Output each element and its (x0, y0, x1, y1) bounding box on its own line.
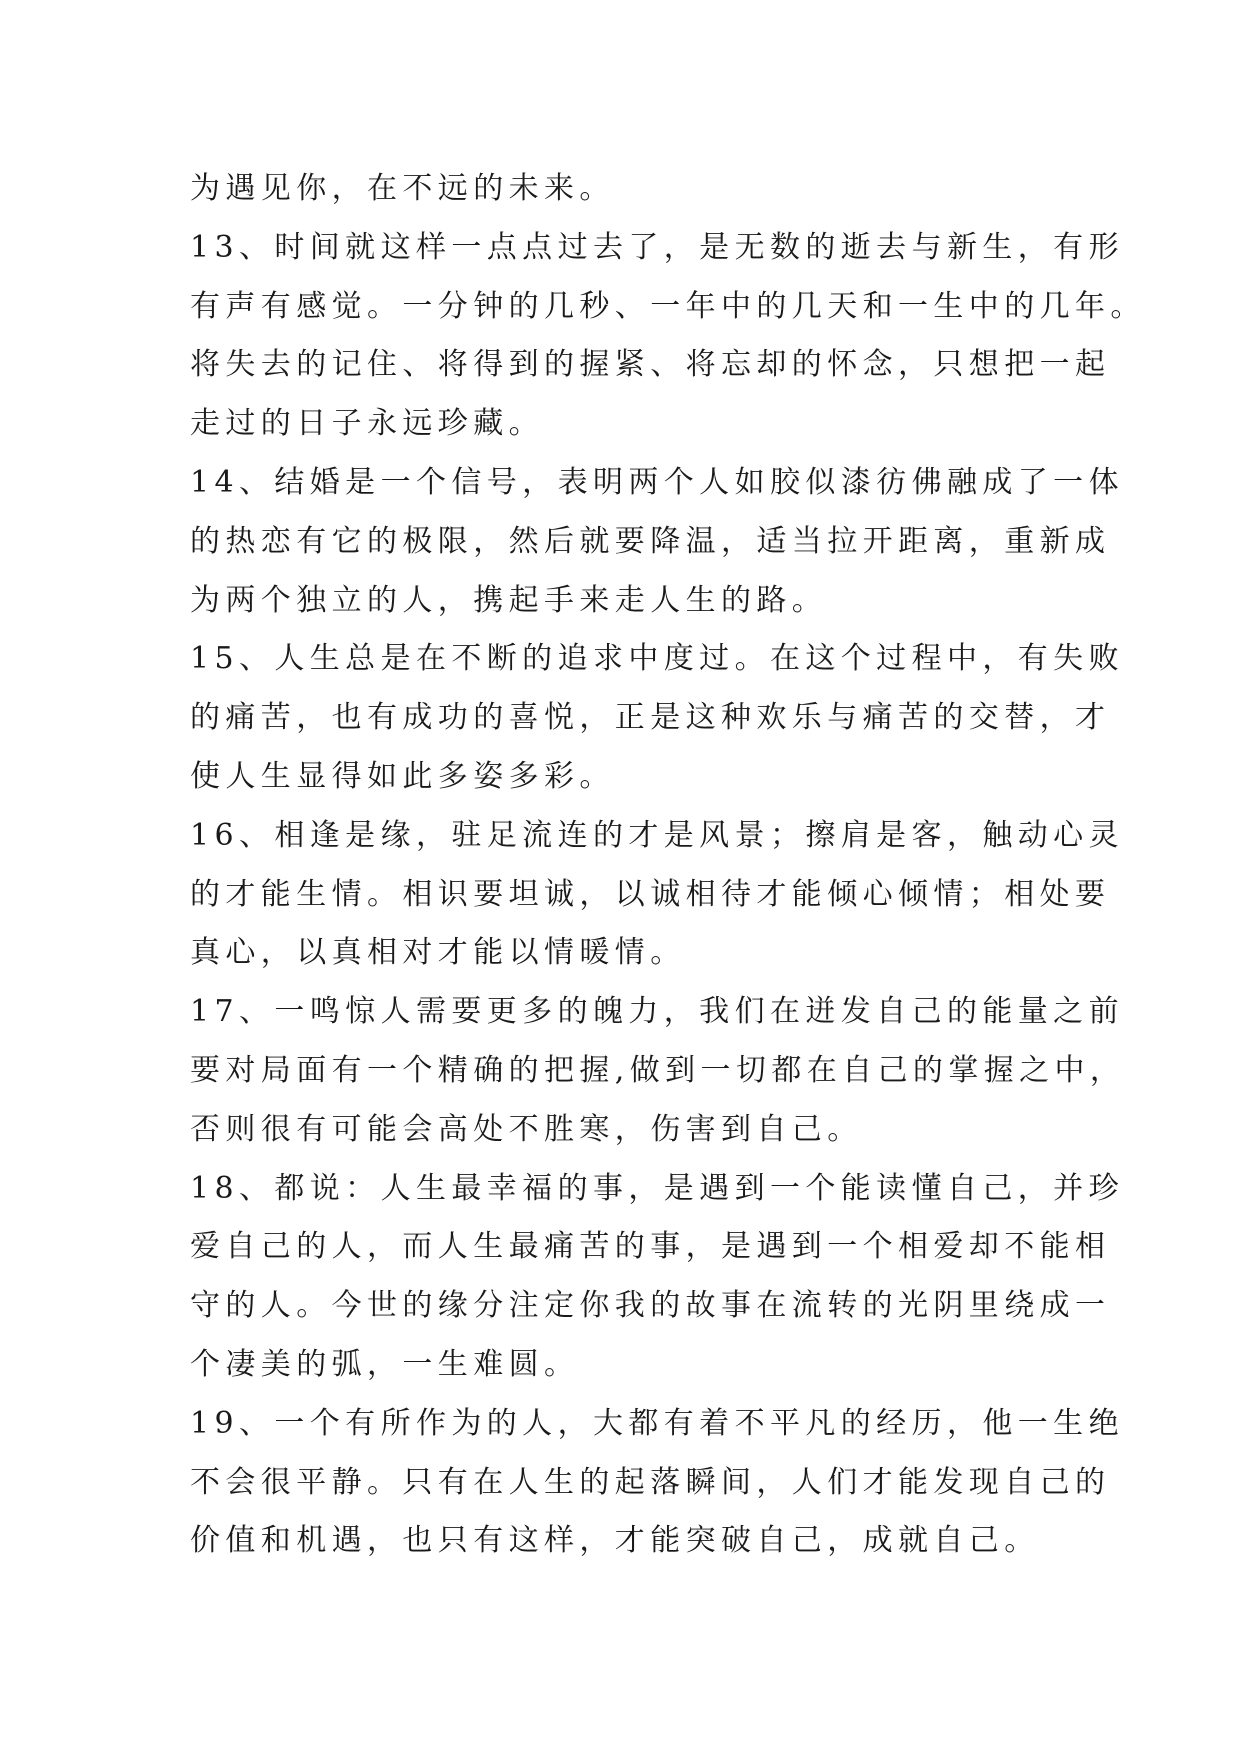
body-text (190, 160, 1146, 1571)
text-line: 19、一个有所作为的人，大都有着不平凡的经历，他一生绝 (190, 1405, 1124, 1441)
text-line: 否则很有可能会高处不胜寒，伤害到自己。 (190, 1111, 863, 1147)
text-line: 不会很平静。只有在人生的起落瞬间，人们才能发现自己的 (190, 1464, 1111, 1500)
text-line: 爱自己的人，而人生最痛苦的事，是遇到一个相爱却不能相 (190, 1229, 1111, 1265)
text-line: 将失去的记住、将得到的握紧、将忘却的怀念，只想把一起 (190, 347, 1111, 383)
text-line: 真心，以真相对才能以情暖情。 (190, 935, 686, 971)
text-line: 个凄美的弧，一生难圆。 (190, 1346, 580, 1382)
text-line: 的痛苦，也有成功的喜悦，正是这种欢乐与痛苦的交替，才 (190, 700, 1111, 736)
text-line: 价值和机遇，也只有这样，才能突破自己，成就自己。 (190, 1523, 1040, 1559)
text-line: 14、结婚是一个信号，表明两个人如胶似漆彷佛融成了一体 (190, 464, 1124, 500)
text-line: 要对局面有一个精确的把握,做到一切都在自己的掌握之中， (190, 1052, 1126, 1088)
text-line: 17、一鸣惊人需要更多的魄力，我们在迸发自己的能量之前 (190, 994, 1124, 1030)
text-line: 15、人生总是在不断的追求中度过。在这个过程中，有失败 (190, 641, 1124, 677)
text-line: 有声有感觉。一分钟的几秒、一年中的几天和一生中的几年。 (190, 288, 1146, 324)
text-line: 13、时间就这样一点点过去了，是无数的逝去与新生，有形 (190, 229, 1124, 265)
text-line: 16、相逢是缘，驻足流连的才是风景；擦肩是客，触动心灵 (190, 817, 1124, 853)
text-line: 为遇见你，在不远的未来。 (190, 171, 615, 206)
text-line: 18、都说：人生最幸福的事，是遇到一个能读懂自己，并珍 (190, 1170, 1124, 1206)
text-line: 的热恋有它的极限，然后就要降温，适当拉开距离，重新成 (190, 523, 1111, 559)
text-line: 守的人。今世的缘分注定你我的故事在流转的光阴里绕成一 (190, 1288, 1111, 1324)
text-line: 走过的日子永远珍藏。 (190, 406, 544, 442)
text-line: 的才能生情。相识要坦诚，以诚相待才能倾心倾情；相处要 (190, 876, 1111, 912)
text-line: 使人生显得如此多姿多彩。 (190, 758, 615, 794)
text-line: 为两个独立的人，携起手来走人生的路。 (190, 582, 828, 618)
